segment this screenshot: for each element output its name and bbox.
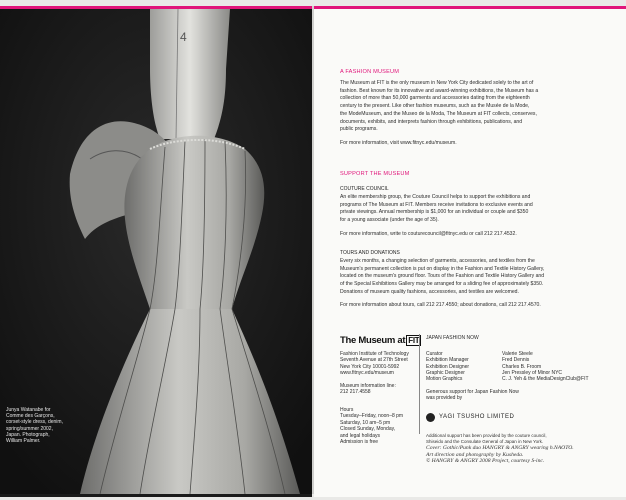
caption-line: corset-style dress, denim, bbox=[6, 419, 63, 426]
info-line-block bbox=[340, 383, 396, 396]
paragraph-line: An elite membership group, the Couture Council helps to support the exhibitions and bbox=[340, 194, 531, 200]
logo-fit-mark: FIT bbox=[408, 336, 420, 345]
svg-text:4: 4 bbox=[180, 30, 187, 44]
fashion-museum-more-info bbox=[340, 140, 588, 148]
caption-line: William Palmer. bbox=[6, 438, 41, 445]
more-info-text: For more information, visit www.fitnyc.edu/museum. bbox=[340, 140, 457, 146]
hours-line: Tuesday–Friday, noon–8 pm bbox=[340, 413, 404, 420]
more-info-text: For more information, write to couturecouncil@fitnyc.edu or call 212 217.4532. bbox=[340, 231, 517, 237]
credit-role: Curator bbox=[426, 351, 443, 357]
exhibition-title bbox=[426, 335, 479, 341]
paragraph-line: collection of more than 50,000 garments and accessories dating from the eighteenth bbox=[340, 95, 530, 102]
additional-line: Shiseido and the Consulate General of Japan in New York. bbox=[426, 439, 544, 445]
additional-line: Art direction and photography by Kusheda. bbox=[426, 451, 524, 458]
credit-name: Fred Dennis bbox=[502, 357, 530, 364]
tours-donations-more-info bbox=[340, 302, 588, 310]
website-link[interactable]: www.fitnyc.edu/museum bbox=[340, 370, 394, 377]
caption-line: spring/summer 2002, bbox=[6, 425, 53, 432]
column-divider bbox=[419, 334, 420, 434]
credit-role: Exhibition Manager bbox=[426, 357, 469, 364]
more-info-text: For more information about tours, call 212 217.4550; about donations, call 212 217.4570. bbox=[340, 302, 541, 308]
couture-council-more-info bbox=[340, 231, 588, 239]
hours-heading: Hours bbox=[340, 407, 354, 413]
paragraph-line: of the Special Exhibitions Gallery may be arranged for a sliding fee of approximately $350. bbox=[340, 281, 544, 288]
credit-role: Motion Graphics bbox=[426, 376, 463, 383]
paragraph-line: the ModeMuseum, and the Museo de la Moda, The Museum at FIT collects, conserves, bbox=[340, 110, 537, 117]
hours-line: and legal holidays bbox=[340, 432, 381, 439]
info-line-phone: 212 217.4558 bbox=[340, 389, 371, 396]
exhibition-credits bbox=[426, 351, 589, 382]
photo-caption bbox=[6, 407, 86, 444]
caption-line: Junya Watanabe for bbox=[6, 407, 51, 413]
sponsor-name: YAGI TSUSHO LIMITED bbox=[439, 414, 515, 420]
subheading-tours-donations: TOURS AND DONATIONS bbox=[340, 250, 400, 256]
address-block bbox=[340, 351, 409, 377]
fashion-museum-paragraph bbox=[340, 80, 588, 134]
right-page bbox=[314, 6, 626, 497]
credit-name: Charles B. Froom bbox=[502, 363, 542, 370]
credit-name: Valerie Steele bbox=[502, 351, 533, 357]
hours-line: Admission is free bbox=[340, 439, 379, 446]
tours-donations-paragraph bbox=[340, 258, 588, 297]
generous-support bbox=[426, 389, 519, 402]
address-line: New York City 10001-5992 bbox=[340, 363, 400, 370]
museum-at-fit-logo bbox=[340, 335, 421, 346]
subheading-couture-council: COUTURE COUNCIL bbox=[340, 186, 389, 192]
additional-line: © HANGRY & ANGRY 2008 Project, courtesy S-inc. bbox=[426, 457, 545, 464]
paragraph-line: located on the museum's ground floor. Tours of the Fashion and Textile History Gallery and bbox=[340, 273, 545, 280]
paragraph-line: programs of The Museum at FIT. Members receive invitations to exclusive events and bbox=[340, 201, 533, 208]
additional-line: Additional support has been provided by the couture council, bbox=[426, 433, 547, 438]
paragraph-line: for a young associate (under the age of 35). bbox=[340, 217, 439, 224]
additional-line: Cover: Gothic/Punk duo HANGRY & ANGRY wearing h.NAOTO. bbox=[426, 445, 574, 452]
couture-council-paragraph bbox=[340, 194, 588, 225]
logo-text: The Museum at bbox=[340, 335, 406, 346]
hours-line: Closed Sunday, Monday, bbox=[340, 426, 396, 433]
additional-support bbox=[426, 433, 574, 464]
hours-block bbox=[340, 407, 403, 445]
section-heading-support: SUPPORT THE MUSEUM bbox=[340, 171, 410, 177]
credit-name: C. J. Yeh & the MediaDesignClub@FIT bbox=[502, 376, 589, 383]
yagi-logo-icon bbox=[426, 413, 435, 422]
credit-role: Graphic Designer bbox=[426, 369, 465, 376]
credit-name: Jen Pressley of Minor NYC bbox=[502, 369, 563, 376]
caption-line: Japan. Photograph, bbox=[6, 431, 50, 438]
paragraph-line: Every six months, a changing selection of garments, accessories, and textiles from the bbox=[340, 258, 535, 264]
paragraph-line: The Museum at FIT is the only museum in New York City dedicated solely to the art of bbox=[340, 80, 534, 86]
paragraph-line: public programs. bbox=[340, 126, 378, 133]
exhibition-title-text: JAPAN FASHION NOW bbox=[426, 335, 479, 341]
section-heading-fashion-museum: A FASHION MUSEUM bbox=[340, 69, 400, 75]
paragraph-line: century to the present. Like other fashion museums, such as the Musée de la Mode, bbox=[340, 103, 530, 110]
info-line-label: Museum information line: bbox=[340, 383, 396, 389]
paragraph-line: Museum's permanent collection is put on display in the Fashion and Textile History Gallery, bbox=[340, 265, 545, 272]
hours-line: Saturday, 10 am–5 pm bbox=[340, 419, 391, 426]
paragraph-line: documents, exhibits, and interprets fashion through exhibitions, publications, and bbox=[340, 118, 523, 125]
generous-line: Generous support for Japan Fashion Now bbox=[426, 389, 519, 395]
address-line: Fashion Institute of Technology bbox=[340, 351, 409, 357]
left-page bbox=[0, 6, 312, 497]
address-line: Seventh Avenue at 27th Street bbox=[340, 357, 408, 364]
paragraph-line: Donations of museum quality fashions, accessories, and textiles are welcomed. bbox=[340, 288, 519, 295]
paragraph-line: private viewings. Annual membership is $1,000 for an individual or couple and $350 bbox=[340, 209, 529, 216]
credit-row bbox=[426, 376, 589, 382]
generous-line: was provided by bbox=[426, 395, 463, 402]
caption-line: Comme des Garçons, bbox=[6, 413, 55, 420]
credit-role: Exhibition Designer bbox=[426, 363, 470, 370]
paragraph-line: fashion. Best known for its innovative and award-winning exhibitions, the Museum has a bbox=[340, 87, 539, 94]
